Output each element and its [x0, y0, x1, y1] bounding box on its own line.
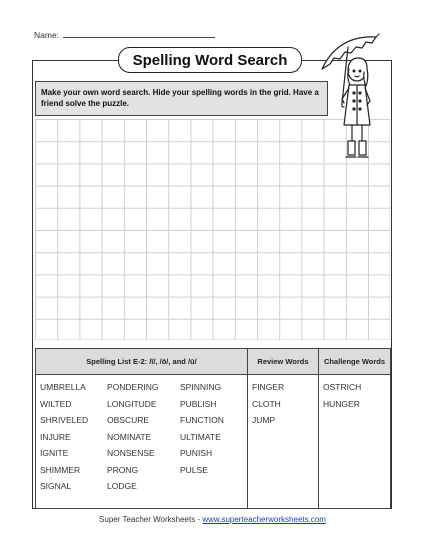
instructions-box: Make your own word search. Hide your spelling words in the grid. Have a friend solve the puzzle.: [35, 81, 328, 116]
spelling-word: LODGE: [107, 481, 137, 491]
review-words-header: Review Words: [248, 349, 319, 375]
name-line[interactable]: [63, 29, 215, 38]
worksheet-title: Spelling Word Search: [118, 47, 302, 73]
spelling-word: ULTIMATE: [180, 431, 221, 442]
spelling-word: PUNISH: [180, 448, 213, 458]
spelling-word: SIGNAL: [40, 481, 72, 491]
review-word: JUMP: [252, 415, 276, 425]
spelling-word: PONDERING: [107, 382, 159, 392]
name-label: Name:: [34, 30, 60, 40]
spelling-word: OBSCURE: [107, 415, 150, 425]
footer-link[interactable]: www.superteacherworksheets.com: [202, 515, 326, 524]
name-field: [34, 29, 215, 40]
challenge-words-header: Challenge Words: [319, 349, 391, 375]
spelling-word: PUBLISH: [180, 398, 217, 409]
spelling-word: PULSE: [180, 464, 208, 475]
girl-with-umbrella-illustration: [318, 33, 384, 163]
challenge-word: HUNGER: [323, 398, 360, 409]
challenge-words-cell: [319, 375, 391, 509]
spelling-word: SHRIVELED: [40, 415, 89, 425]
spelling-word: [180, 478, 244, 495]
spelling-words-cell: [36, 375, 248, 509]
spelling-word: UMBRELLA: [40, 382, 86, 392]
spelling-word: NONSENSE: [107, 448, 155, 458]
review-words-cell: [248, 375, 319, 509]
review-word: FINGER: [252, 382, 285, 392]
spelling-word: IGNITE: [40, 448, 69, 458]
challenge-word: OSTRICH: [323, 382, 362, 392]
spelling-word: LONGITUDE: [107, 398, 157, 409]
footer: [0, 515, 425, 524]
spelling-word: INJURE: [40, 431, 71, 442]
spelling-word: NOMINATE: [107, 431, 152, 442]
spelling-word: PRONG: [107, 464, 139, 475]
spelling-word: SHIMMER: [40, 464, 81, 475]
footer-text: Super Teacher Worksheets -: [99, 515, 203, 524]
review-word: CLOTH: [252, 398, 281, 409]
spelling-list-header: Spelling List E-2: /ī/, /ō/, and /ū/: [36, 349, 248, 375]
spelling-word: SPINNING: [180, 382, 222, 392]
spelling-word: FUNCTION: [180, 415, 224, 425]
spelling-word-table: [35, 348, 391, 509]
spelling-word: WILTED: [40, 398, 72, 409]
